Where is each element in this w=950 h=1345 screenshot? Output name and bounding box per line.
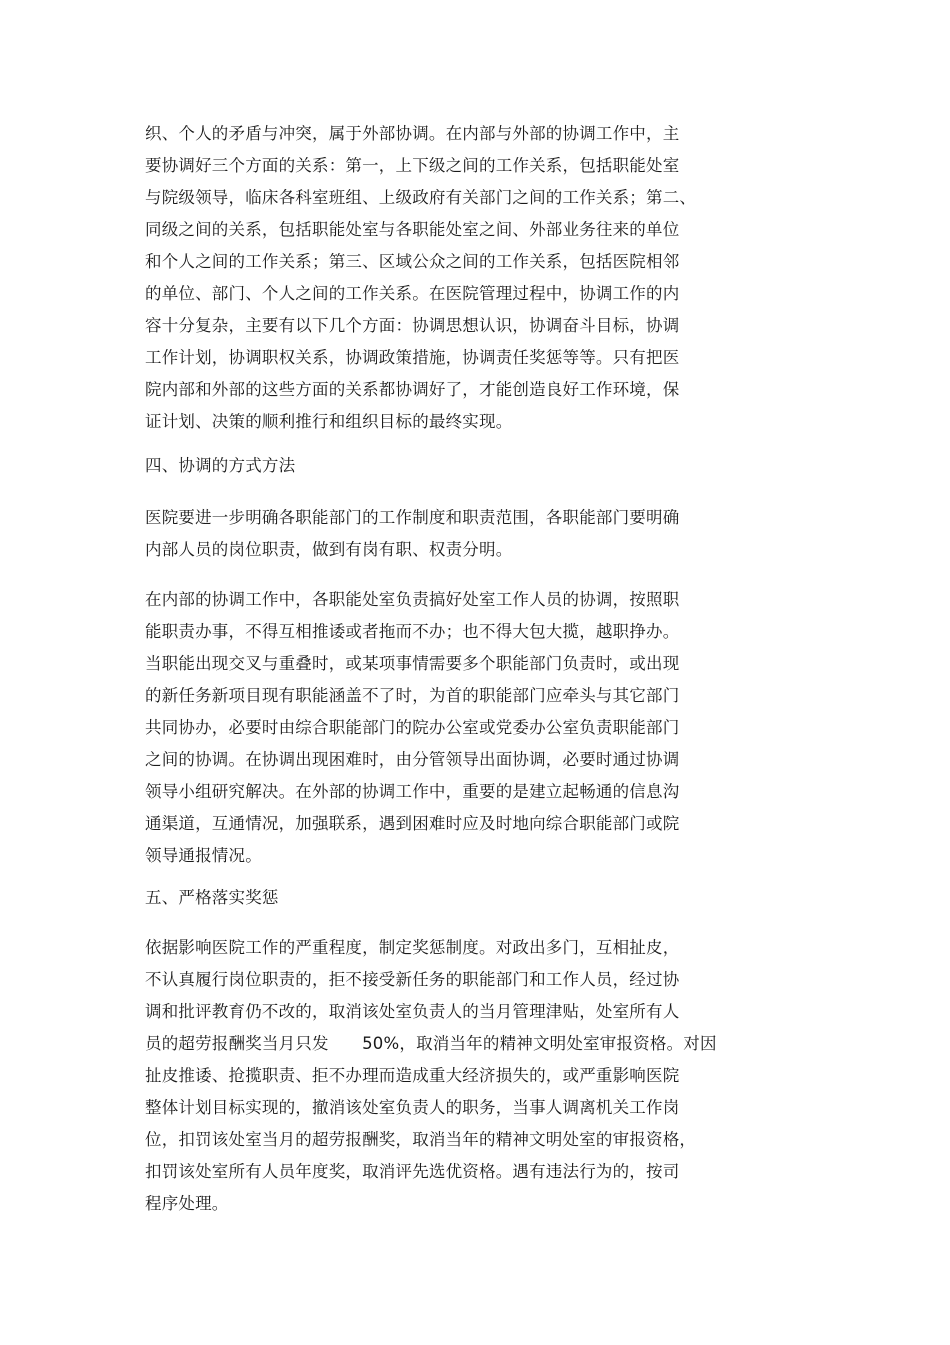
- text-line: 在内部的协调工作中，各职能处室负责搞好处室工作人员的协调，按照职: [145, 590, 680, 609]
- text-line: 院内部和外部的这些方面的关系都协调好了，才能创造良好工作环境，保: [145, 380, 680, 399]
- text-line: 不认真履行岗位职责的，拒不接受新任务的职能部门和工作人员，经过协: [145, 970, 680, 989]
- text-line: 工作计划，协调职权关系，协调政策措施，协调责任奖惩等等。只有把医: [145, 348, 680, 367]
- text-line: 的单位、部门、个人之间的工作关系。在医院管理过程中，协调工作的内: [145, 284, 680, 303]
- text-line: 医院要进一步明确各职能部门的工作制度和职责范围，各职能部门要明确: [145, 508, 680, 527]
- text-line: 领导小组研究解决。在外部的协调工作中，重要的是建立起畅通的信息沟: [145, 782, 680, 801]
- text-line: 同级之间的关系，包括职能处室与各职能处室之间、外部业务往来的单位: [145, 220, 680, 239]
- text-line: 当职能出现交叉与重叠时，或某项事情需要多个职能部门负责时，或出现: [145, 654, 680, 673]
- text-line: 程序处理。: [145, 1194, 229, 1213]
- text-line: 调和批评教育仍不改的，取消该处室负责人的当月管理津贴，处室所有人: [145, 1002, 680, 1021]
- paragraph-internal-external-coordination: [145, 118, 765, 438]
- paragraph-internal-coordination: [145, 584, 765, 872]
- text-line: 能职责办事，不得互相推诿或者拖而不办；也不得大包大揽，越职挣办。: [145, 622, 680, 641]
- text-line: 整体计划目标实现的，撤消该处室负责人的职务，当事人调离机关工作岗: [145, 1098, 680, 1117]
- text-line: 依据影响医院工作的严重程度，制定奖惩制度。对政出多门，互相扯皮，: [145, 938, 680, 957]
- heading-text: 四、协调的方式方法: [145, 456, 296, 475]
- text-line: 扣罚该处室所有人员年度奖，取消评先选优资格。遇有违法行为的，按司: [145, 1162, 680, 1181]
- paragraph-clarify-duties: [145, 502, 765, 566]
- text-line: 要协调好三个方面的关系：第一，上下级之间的工作关系，包括职能处室: [145, 156, 680, 175]
- text-line: 与院级领导，临床各科室班组、上级政府有关部门之间的工作关系；第二、: [145, 188, 697, 207]
- text-line: 证计划、决策的顺利推行和组织目标的最终实现。: [145, 412, 513, 431]
- text-line: 扯皮推诿、抢揽职责、拒不办理而造成重大经济损失的，或严重影响医院: [145, 1066, 680, 1085]
- text-line: 通渠道，互通情况，加强联系，遇到困难时应及时地向综合职能部门或院: [145, 814, 680, 833]
- paragraph-rewards-penalties: [145, 932, 765, 1220]
- text-line: 容十分复杂，主要有以下几个方面：协调思想认识，协调奋斗目标，协调: [145, 316, 680, 335]
- text-line: 内部人员的岗位职责，做到有岗有职、权责分明。: [145, 540, 513, 559]
- text-line: 和个人之间的工作关系；第三、区域公众之间的工作关系，包括医院相邻: [145, 252, 680, 271]
- text-line: 的新任务新项目现有职能涵盖不了时，为首的职能部门应牵头与其它部门: [145, 686, 680, 705]
- text-line: 领导通报情况。: [145, 846, 262, 865]
- text-line: 员的超劳报酬奖当月只发 50%，取消当年的精神文明处室审报资格。对因: [145, 1034, 717, 1053]
- section-heading-4: [145, 450, 765, 482]
- text-line: 织、个人的矛盾与冲突，属于外部协调。在内部与外部的协调工作中，主: [145, 124, 680, 143]
- text-line: 之间的协调。在协调出现困难时，由分管领导出面协调，必要时通过协调: [145, 750, 680, 769]
- heading-text: 五、严格落实奖惩: [145, 888, 279, 907]
- section-heading-5: [145, 882, 765, 914]
- text-line: 共同协办，必要时由综合职能部门的院办公室或党委办公室负责职能部门: [145, 718, 680, 737]
- text-line: 位，扣罚该处室当月的超劳报酬奖，取消当年的精神文明处室的审报资格，: [145, 1130, 697, 1149]
